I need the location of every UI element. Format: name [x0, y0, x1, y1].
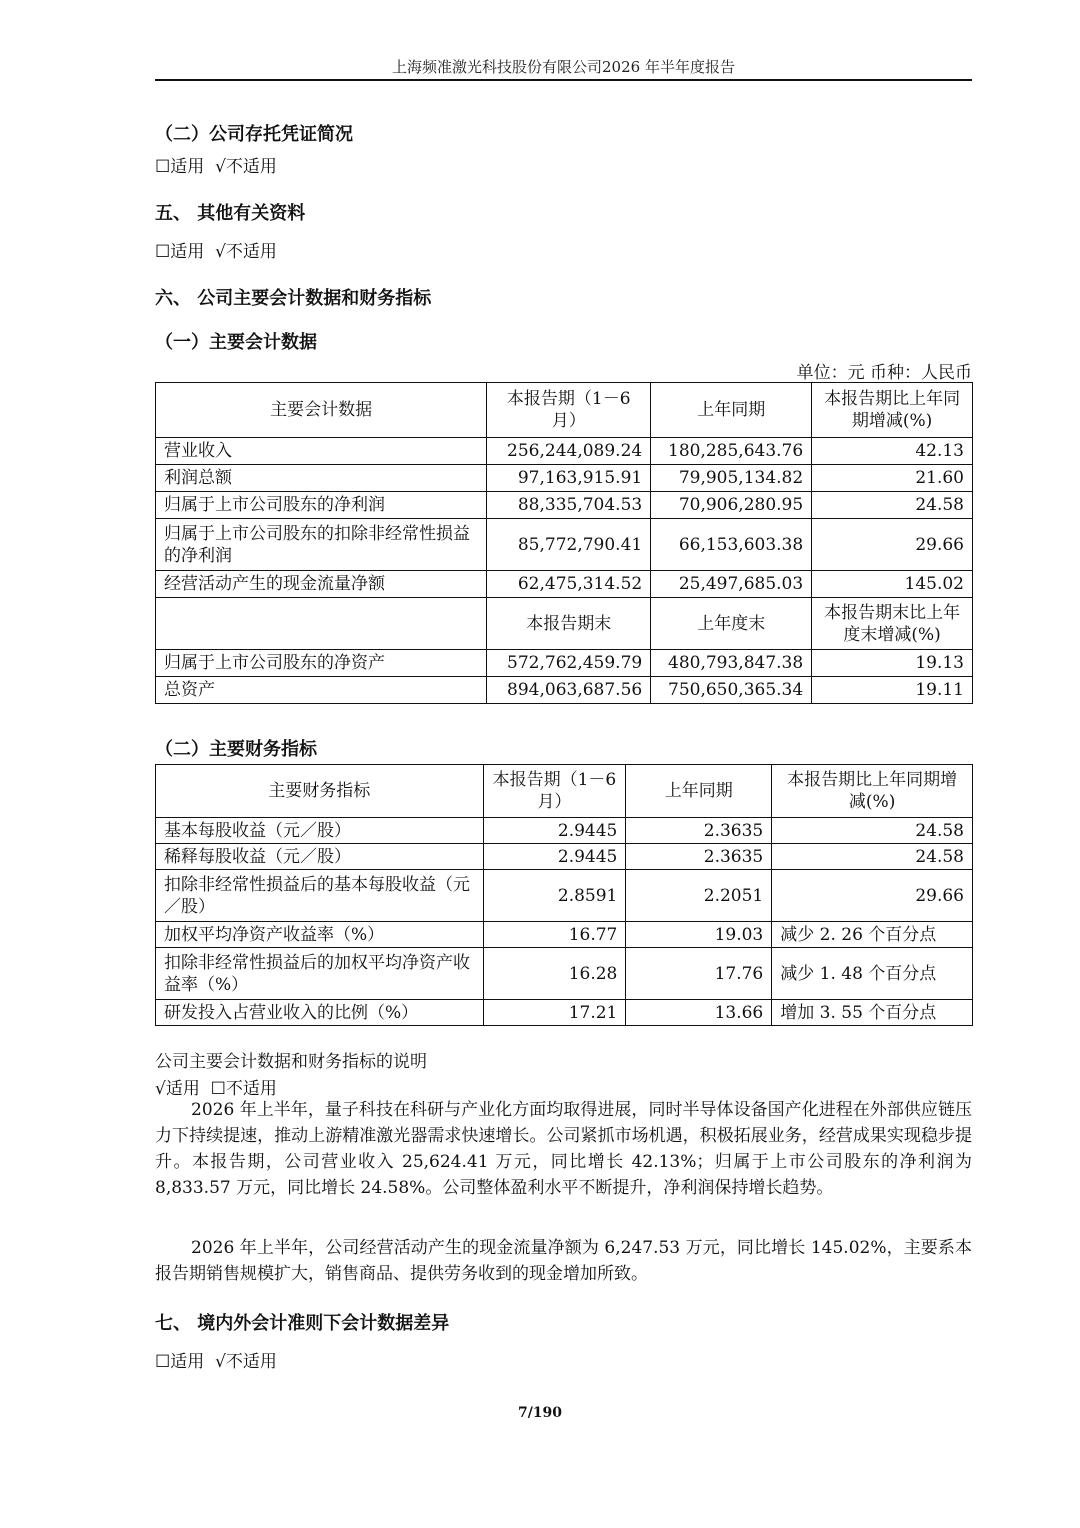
applicable-option: √适用 — [155, 1079, 200, 1099]
change-value: 29.66 — [812, 519, 973, 571]
current-value: 62,475,314.52 — [487, 571, 651, 598]
prior-value: 13.66 — [626, 1000, 772, 1026]
header-cell: 本报告期末 — [487, 598, 651, 650]
header-cell: 主要财务指标 — [156, 765, 484, 818]
header-cell: 本报告期（1－6月） — [483, 765, 626, 818]
prior-value: 70,906,280.95 — [651, 492, 812, 519]
change-value: 24.58 — [812, 492, 973, 519]
table-row — [156, 571, 973, 598]
current-value: 2.9445 — [483, 844, 626, 870]
row-label: 归属于上市公司股东的净利润 — [156, 492, 487, 519]
current-value: 17.21 — [483, 1000, 626, 1026]
row-label: 扣除非经常性损益后的加权平均净资产收益率（%） — [156, 948, 484, 1000]
change-value: 增加 3. 55 个百分点 — [772, 1000, 973, 1026]
table-row — [156, 1000, 973, 1026]
current-value: 2.8591 — [483, 870, 626, 922]
applicable-option: ☐适用 — [155, 157, 205, 177]
prior-value: 66,153,603.38 — [651, 519, 812, 571]
current-value: 85,772,790.41 — [487, 519, 651, 571]
not-applicable-option: √不适用 — [215, 242, 277, 262]
prior-value: 2.3635 — [626, 844, 772, 870]
section-5-title: 五、 其他有关资料 — [155, 203, 306, 224]
row-label: 加权平均净资产收益率（%） — [156, 922, 484, 948]
change-value: 19.11 — [812, 677, 973, 704]
row-label: 经营活动产生的现金流量净额 — [156, 571, 487, 598]
prior-value: 2.2051 — [626, 870, 772, 922]
section-5-applicability — [155, 237, 277, 262]
current-value: 16.77 — [483, 922, 626, 948]
change-value: 21.60 — [812, 465, 973, 492]
change-value: 145.02 — [812, 571, 973, 598]
not-applicable-option: √不适用 — [215, 1352, 277, 1372]
prior-value: 480,793,847.38 — [651, 650, 812, 677]
table-header-row — [156, 765, 973, 818]
table-row — [156, 465, 973, 492]
header-cell: 主要会计数据 — [156, 383, 487, 438]
current-value: 894,063,687.56 — [487, 677, 651, 704]
row-label: 总资产 — [156, 677, 487, 704]
current-value: 2.9445 — [483, 818, 626, 844]
financial-indicators-table — [155, 764, 973, 1026]
header-cell: 上年同期 — [626, 765, 772, 818]
row-label: 归属于上市公司股东的净资产 — [156, 650, 487, 677]
subsection-accounting-data-title: （一）主要会计数据 — [155, 332, 317, 353]
current-value: 88,335,704.53 — [487, 492, 651, 519]
change-value: 减少 2. 26 个百分点 — [772, 922, 973, 948]
not-applicable-option: ☐不适用 — [210, 1079, 277, 1099]
change-value: 19.13 — [812, 650, 973, 677]
depositary-applicability — [155, 152, 277, 177]
row-label: 稀释每股收益（元／股） — [156, 844, 484, 870]
row-label: 归属于上市公司股东的扣除非经常性损益的净利润 — [156, 519, 487, 571]
section-depositary-title: （二）公司存托凭证简况 — [155, 124, 353, 145]
row-label: 研发投入占营业收入的比例（%） — [156, 1000, 484, 1026]
applicable-option: ☐适用 — [155, 1352, 205, 1372]
prior-value: 17.76 — [626, 948, 772, 1000]
row-label: 扣除非经常性损益后的基本每股收益（元／股） — [156, 870, 484, 922]
header-cell: 本报告期（1－6月） — [487, 383, 651, 438]
current-value: 572,762,459.79 — [487, 650, 651, 677]
section-7-applicability — [155, 1347, 277, 1372]
change-value: 24.58 — [772, 818, 973, 844]
prior-value: 19.03 — [626, 922, 772, 948]
page-number: 7/190 — [517, 1405, 563, 1421]
section-7-title: 七、 境内外会计准则下会计数据差异 — [155, 1313, 450, 1334]
note-title: 公司主要会计数据和财务指标的说明 — [155, 1052, 427, 1072]
header-cell: 上年同期 — [651, 383, 812, 438]
table-row — [156, 438, 973, 465]
page-header: 上海频准激光科技股份有限公司2026 年半年度报告 — [392, 58, 735, 76]
change-value: 24.58 — [772, 844, 973, 870]
table-row — [156, 922, 973, 948]
note-applicability — [155, 1074, 277, 1099]
change-value: 29.66 — [772, 870, 973, 922]
prior-value: 2.3635 — [626, 818, 772, 844]
current-value: 16.28 — [483, 948, 626, 1000]
change-value: 42.13 — [812, 438, 973, 465]
header-rule — [155, 79, 972, 81]
table-header-row — [156, 383, 973, 438]
row-label: 基本每股收益（元／股） — [156, 818, 484, 844]
prior-value: 180,285,643.76 — [651, 438, 812, 465]
header-cell — [156, 598, 487, 650]
header-cell: 本报告期比上年同期增减(%) — [772, 765, 973, 818]
table-row — [156, 677, 973, 704]
table-subheader-row — [156, 598, 973, 650]
table-row — [156, 492, 973, 519]
subsection-financial-indicators-title: （二）主要财务指标 — [155, 739, 317, 760]
prior-value: 750,650,365.34 — [651, 677, 812, 704]
section-6-title: 六、 公司主要会计数据和财务指标 — [155, 288, 432, 309]
table-row — [156, 844, 973, 870]
applicable-option: ☐适用 — [155, 242, 205, 262]
explanation-paragraph-1: 2026 年上半年，量子科技在科研与产业化方面均取得进展，同时半导体设备国产化进程在外部供应链压力下持续提速，推动上游精准激光器需求快速增长。公司紧抓市场机遇，积极拓展业务，经营成果实现稳步提升。本报告期，公司营业收入 25,624.41 万元，同比增长 42.13%；归属于上市公司股东的净利润为 8,833.57 万元，同比增长 24.58%。公司整体盈利水平不断提升，净利润保持增长趋势。 — [155, 1100, 972, 1198]
table-row — [156, 818, 973, 844]
table-row — [156, 650, 973, 677]
current-value: 97,163,915.91 — [487, 465, 651, 492]
prior-value: 79,905,134.82 — [651, 465, 812, 492]
change-value: 减少 1. 48 个百分点 — [772, 948, 973, 1000]
header-cell: 本报告期比上年同期增减(%) — [812, 383, 973, 438]
header-cell: 上年度末 — [651, 598, 812, 650]
prior-value: 25,497,685.03 — [651, 571, 812, 598]
accounting-data-table — [155, 382, 973, 704]
table-row — [156, 948, 973, 1000]
header-cell: 本报告期末比上年度末增减(%) — [812, 598, 973, 650]
table-row — [156, 519, 973, 571]
currency-unit-note: 单位：元 币种：人民币 — [796, 363, 972, 383]
table-row — [156, 870, 973, 922]
explanation-paragraph-2: 2026 年上半年，公司经营活动产生的现金流量净额为 6,247.53 万元，同比增长 145.02%，主要系本报告期销售规模扩大，销售商品、提供劳务收到的现金增加所致。 — [155, 1238, 972, 1284]
current-value: 256,244,089.24 — [487, 438, 651, 465]
not-applicable-option: √不适用 — [215, 157, 277, 177]
row-label: 营业收入 — [156, 438, 487, 465]
row-label: 利润总额 — [156, 465, 487, 492]
